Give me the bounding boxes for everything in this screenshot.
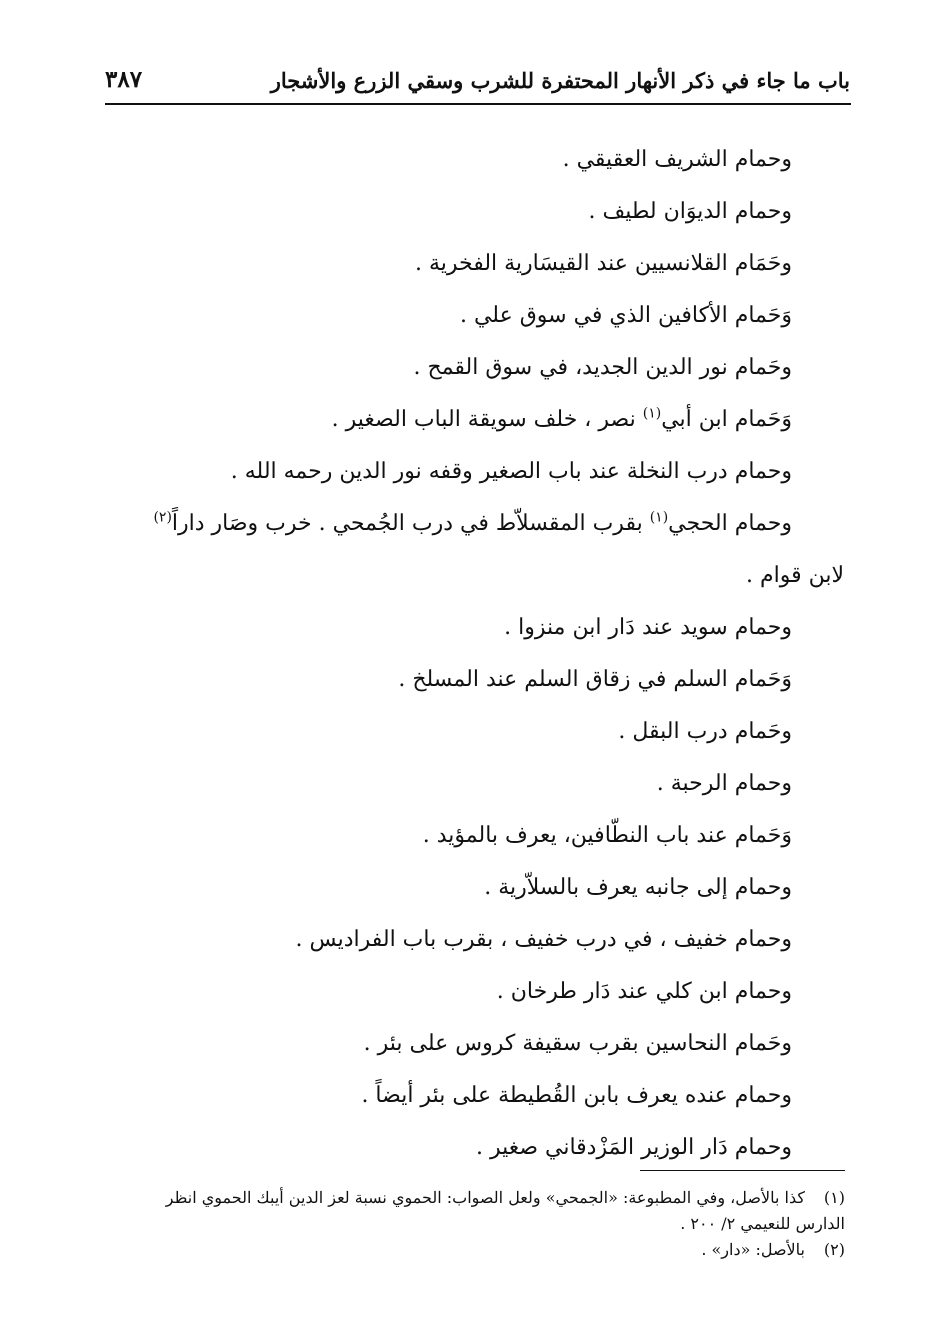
- footnote-marker: (١): [649, 509, 669, 526]
- footnote-number: (١): [823, 1188, 845, 1207]
- page-header: [105, 62, 850, 100]
- text-line: وحمام الشريف العقيقي .: [562, 147, 792, 172]
- text-line: وحمام درب النخلة عند باب الصغير وقفه نور الدين رحمه الله .: [230, 459, 792, 484]
- text-line: وحمام ابن كلي عند دَار طرخان .: [496, 979, 792, 1004]
- footnote: [100, 1185, 845, 1211]
- footnote: [100, 1237, 845, 1263]
- text-line: [95, 498, 850, 550]
- text-segment: وَحَمام ابن أبي: [661, 407, 792, 432]
- text-line: لابن قوام .: [745, 563, 844, 588]
- footnote-marker: (٢): [153, 509, 172, 526]
- text-line: وحَمام درب البقل .: [618, 719, 792, 744]
- footnote-rule: [640, 1170, 845, 1171]
- text-line: وحمام إلى جانبه يعرف بالسلاّرية .: [484, 875, 792, 900]
- text-line: [95, 394, 850, 446]
- text-line: وحمام دَار الوزير المَزْدقاني صغير .: [475, 1135, 792, 1160]
- text-segment: بقرب المقسلاّط في درب الجُمحي . خرب وصَار داراً: [171, 511, 643, 536]
- text-line: وحمام سويد عند دَار ابن منزوا .: [504, 615, 792, 640]
- page-number: ٣٨٧: [105, 66, 143, 93]
- footnote-text: كذا بالأصل، وفي المطبوعة: «الجمحي» ولعل الصواب: الحموي نسبة لعز الدين أيبك الحموي انظر: [165, 1188, 805, 1207]
- text-line: وحَمام النحاسين بقرب سقيفة كروس على بئر .: [363, 1031, 792, 1056]
- text-segment: وحمام الحجي: [668, 511, 792, 536]
- footnotes: [100, 1185, 845, 1263]
- footnote-text: بالأصل: «دار» .: [701, 1240, 805, 1259]
- text-line: وَحَمام الأكافين الذي في سوق علي .: [459, 303, 792, 328]
- footnote-number: (٢): [823, 1240, 845, 1259]
- body-text: [95, 134, 850, 1174]
- text-line: وحمام خفيف ، في درب خفيف ، بقرب باب الفراديس .: [295, 927, 792, 952]
- footnote-continuation: الدارس للنعيمي ٢/ ٢٠٠ .: [680, 1214, 845, 1233]
- text-line: وحَمام نور الدين الجديد، في سوق القمح .: [413, 355, 792, 380]
- footnote-marker: (١): [642, 405, 662, 422]
- text-segment: نصر ، خلف سويقة الباب الصغير .: [331, 407, 636, 432]
- text-line: وَحَمام السلم في زقاق السلم عند المسلخ .: [398, 667, 792, 692]
- text-line: وحمام الرحبة .: [656, 771, 792, 796]
- text-line: وحمام عنده يعرف بابن القُطيطة على بئر أيضاً .: [361, 1083, 792, 1108]
- text-line: وحَمَام القلانسيين عند القيسَارية الفخرية .: [414, 251, 792, 276]
- text-line: وحمام الديوَان لطيف .: [588, 199, 792, 224]
- chapter-title: باب ما جاء في ذكر الأنهار المحتفرة للشرب وسقي الزرع والأشجار: [270, 68, 850, 93]
- header-rule: [105, 103, 851, 105]
- text-line: وَحَمام عند باب النطّافين، يعرف بالمؤيد .: [422, 823, 792, 848]
